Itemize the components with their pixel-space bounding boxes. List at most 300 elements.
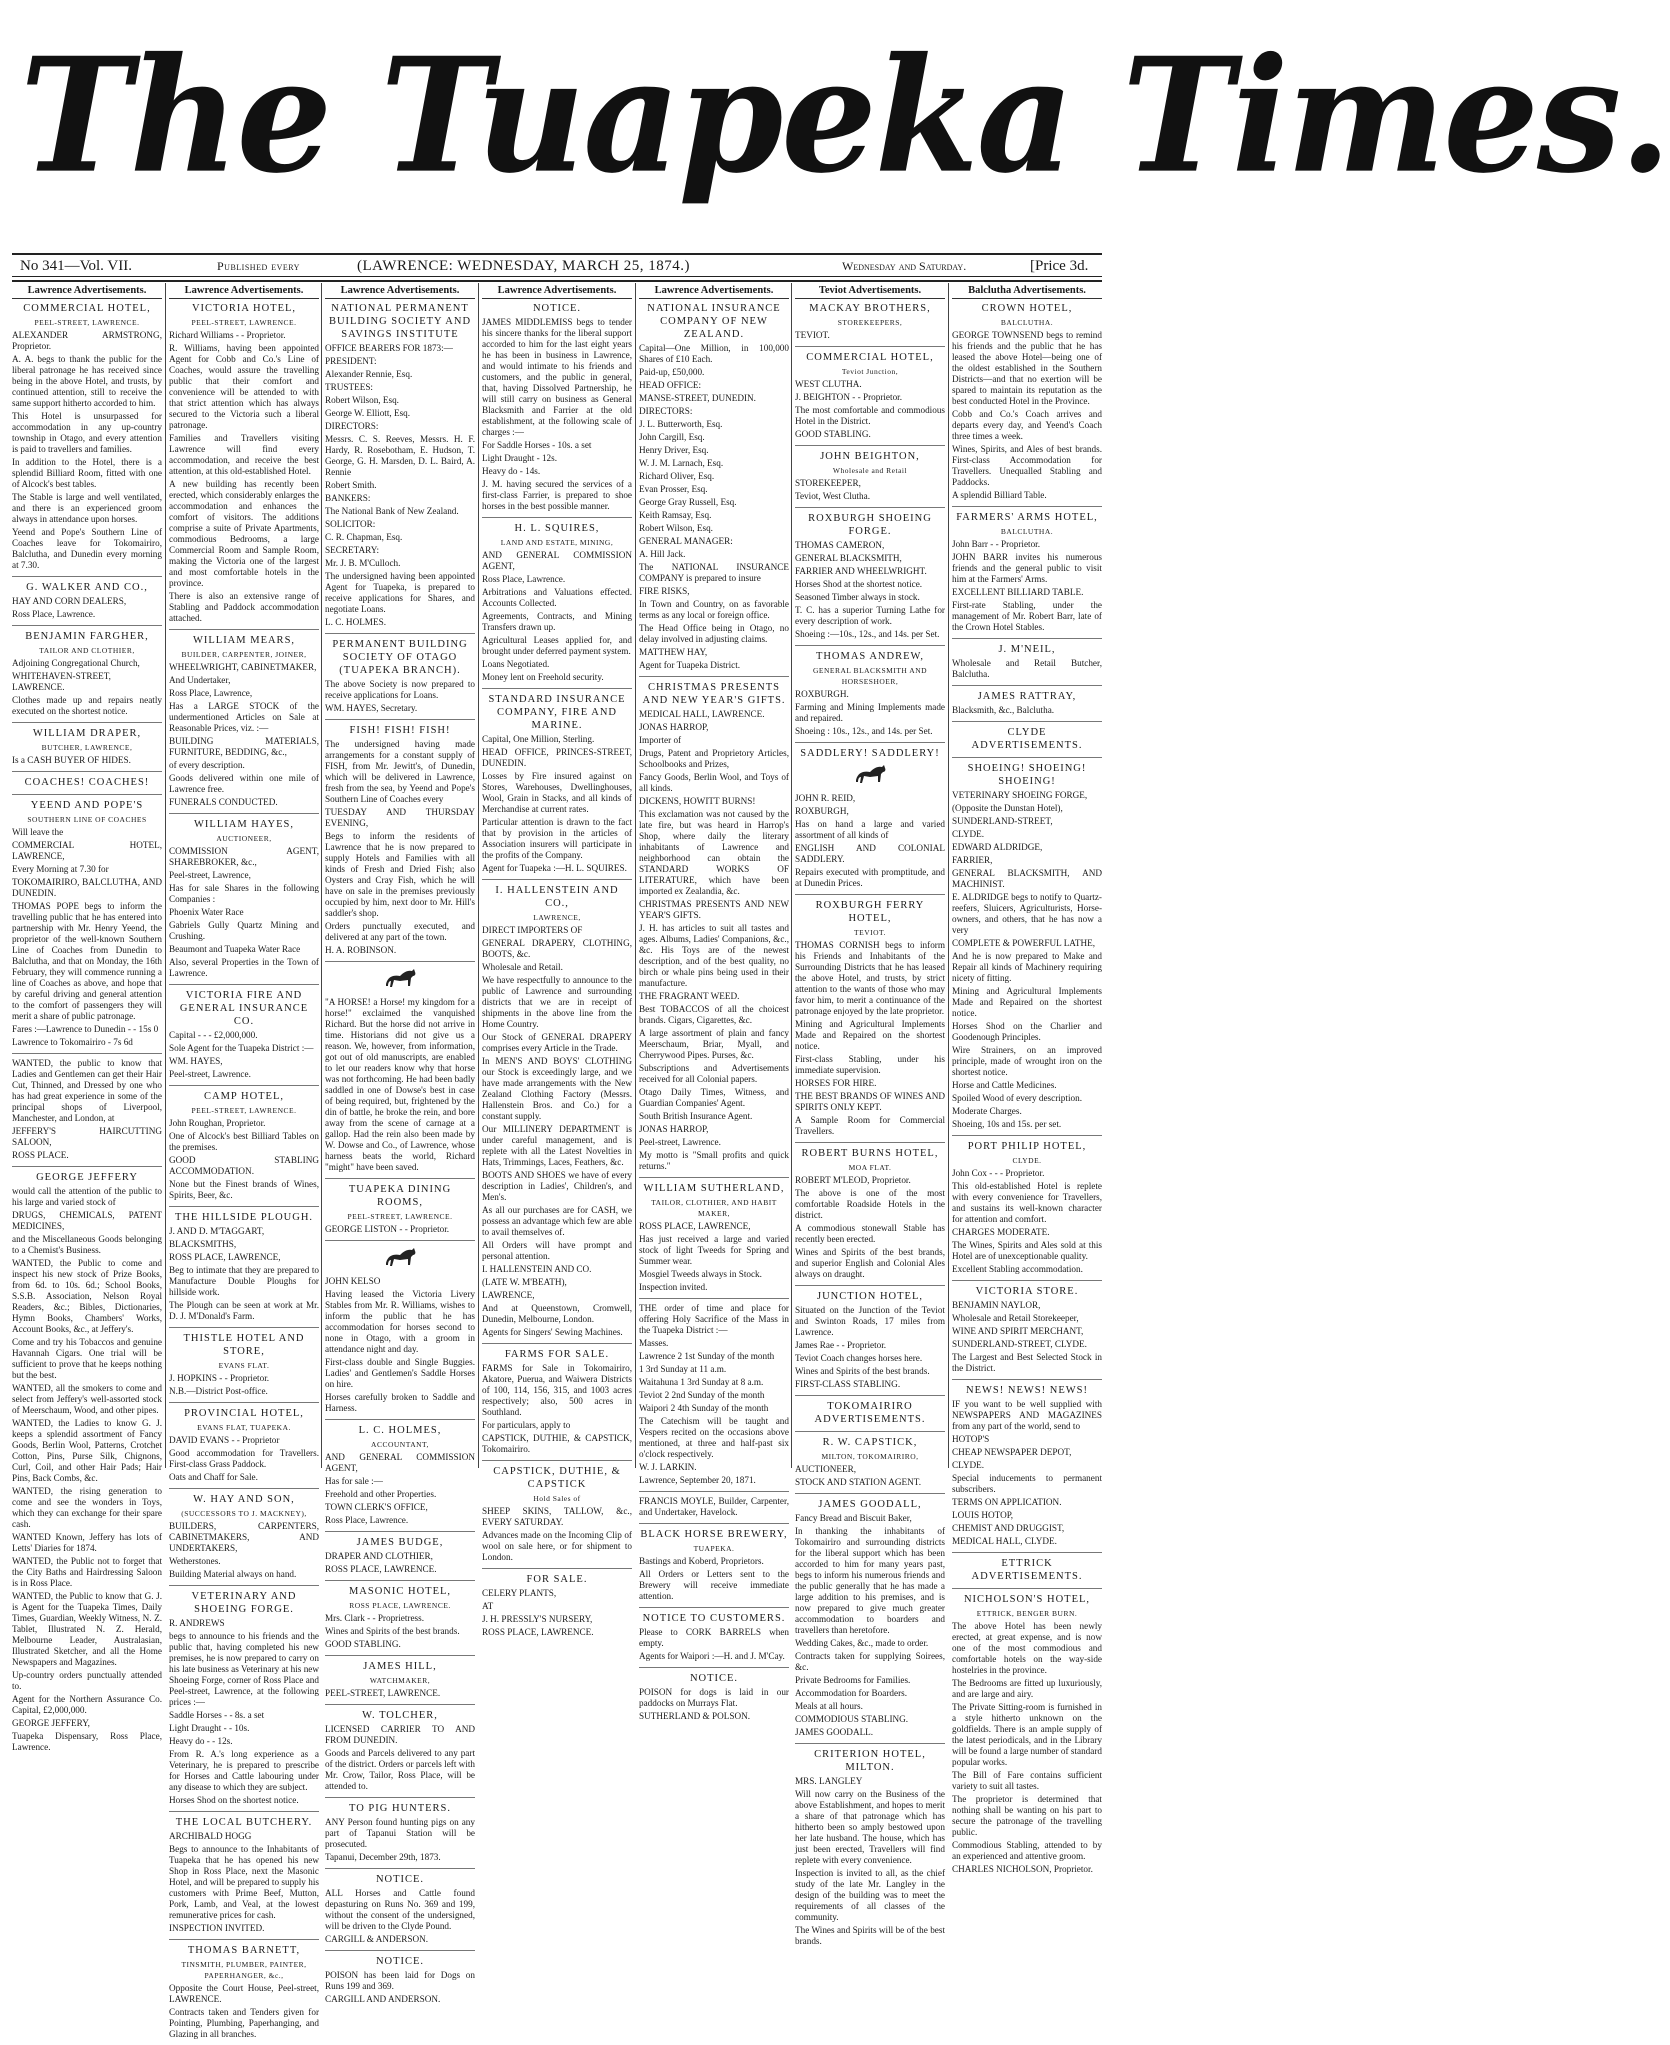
ad-text: COMMISSION AGENT, SHAREBROKER, &c., [169,846,319,867]
advertisement [325,1585,475,1656]
ad-text: MRS. LANGLEY [795,1776,863,1786]
ad-text: FIRE RISKS, [639,586,690,596]
ad-text: COMMODIOUS STABLING. [795,1714,909,1724]
ad-heading: FARMS FOR SALE. [504,1349,610,1360]
ad-text: GOOD STABLING ACCOMMODATION. [169,1155,319,1176]
ad-text: Best TOBACCOS of all the choicest brands. Cigars, Cigarettes, &c. [639,1004,789,1025]
ad-text: Has a LARGE STOCK of the undermentioned Articles on Sale at Reasonable Prices, viz. :— [169,701,319,733]
ad-text: As all our purchases are for CASH, we possess an advantage which few are able to avail themselves of. [482,1205,633,1237]
ad-heading: CROWN HOTEL, [981,303,1073,314]
ad-heading: WILLIAM MEARS, [192,635,296,646]
ad-subheading: ETTRICK, BENGER BURN. [976,1609,1078,1618]
ad-text: Opposite the Court House, Peel-street, LAWRENCE. [169,1983,319,2004]
ad-text: SUNDERLAND-STREET, [952,816,1053,826]
ad-heading: L. C. HOLMES, [358,1425,442,1436]
column-heading: Lawrence Advertisements. [169,283,319,299]
ad-text: HEAD OFFICE, PRINCES-STREET, DUNEDIN. [482,747,632,768]
ad-heading: BENJAMIN FARGHER, [25,631,149,642]
ad-text: In thanking the inhabitants of Tokomairiro and surrounding districts for the liberal support which has been accorded to him for many years past, begs to inform his numerous friends and the public generally that he has made a large addition to his premises, and is now prepared to give much greater accommodation to boarders and travellers than heretofore. [795,1526,945,1635]
ad-text: CELERY PLANTS, [482,1588,557,1598]
ad-subheading: MOA FLAT. [848,1163,892,1172]
ad-text: DIRECTORS: [325,421,379,431]
publication-days: Wednesday and Saturday. [842,259,967,273]
ad-text: WHITEHAVEN-STREET, LAWRENCE. [12,671,111,692]
ad-text: CLYDE. [952,1460,984,1470]
ad-text: ALL Horses and Cattle found depasturing on Runs No. 369 and 199, without the consent of the undersigned, will be driven to the Clyde Pound. [325,1888,475,1931]
ad-heading: CRITERION HOTEL, MILTON. [814,1749,926,1773]
ad-text: Waipori 2 4th Sunday of the month [639,1403,769,1413]
ad-text: LOUIS HOTOP, [952,1510,1014,1520]
ad-text: And he is now prepared to Make and Repair all kinds of Machinery requiring nicety of fitting. [952,951,1102,983]
ad-text: The above Hotel has been newly erected, at great expense, and is now one of the most commodious and comfortable hotels on the way-side hostelries in the province. [952,1621,1102,1675]
ad-heading: PORT PHILIP HOTEL, [967,1141,1087,1152]
ad-text: The above is one of the most comfortable Roadside Hotels in the district. [795,1188,945,1220]
ad-text: Alexander Rennie, Esq. [325,369,413,379]
ad-text: FARMS for Sale in Tokomairiro, Akatore, Puerua, and Waiwera Districts of 100, 114, 156, 315, and 1003 acres respectively; also, 500 acres in Southland. [482,1363,632,1417]
ad-text: Also, several Properties in the Town of Lawrence. [169,957,319,978]
column-heading: Balclutha Advertisements. [952,283,1102,299]
ad-text: CHEMIST AND DRUGGIST, [952,1523,1065,1533]
ad-heading: JAMES GOODALL, [818,1499,922,1510]
ad-text: Seasoned Timber always in stock. [795,592,920,602]
ad-text: Mrs. Clark - - Proprietress. [325,1613,425,1623]
ad-text: Peel-street, Lawrence. [639,1137,721,1147]
ad-subheading: TUAPEKA. [693,1544,735,1553]
ad-subheading: STOREKEEPERS, [837,318,903,327]
advertisement [952,302,1102,507]
advertisement [795,1147,945,1286]
column-heading: Teviot Advertisements. [795,283,945,299]
ad-text: Wetherstones. [169,1556,221,1566]
ad-text: Advances made on the Incoming Clip of wool on sale here, or for shipment to London. [482,1530,632,1562]
advertisement [952,643,1102,686]
ad-text: JAMES MIDDLEMISS begs to tender his sincere thanks for the liberal support accorded to him for the last eight years he has been in business in Lawrence, and would intimate to his friends and customers, and the public in general, that, having Dissolved Partnership, he will still carry on business as General Blacksmith and Farrier at the old establishment, at the following scale of charges :— [482,317,632,437]
ad-text: R. Williams, having been appointed Agent for Cobb and Co.'s Line of Coaches, would assure the travelling public that their comfort and convenience will be attended to with that strict attention which has always secured to the Victoria such a liberal patronage. [169,343,319,430]
ad-text: Agricultural Leases applied for, and brought under deferred payment system. [482,635,632,656]
ad-text: IF you want to be well supplied with NEWSPAPERS AND MAGAZINES from any part of the world, send to [952,1399,1102,1431]
ad-text: GENERAL BLACKSMITH, [795,553,902,563]
advertisement [952,690,1102,722]
ad-text: THOMAS CORNISH begs to inform his Friends and Inhabitants of the Surrounding Districts that he has leased the above Hotel, and trusts, by strict attention to the wants of those who may favor him, to merit a continuance of the patronage enjoyed by the late proprietor. [795,940,945,1016]
ad-text: LICENSED CARRIER TO AND FROM DUNEDIN. [325,1724,475,1745]
advertisement [325,1660,475,1705]
ad-text: THE FRAGRANT WEED. [639,991,740,1001]
ad-text: Come and try his Tobaccos and genuine Havannah Cigars. One trial will be sufficient to prove that he keeps nothing but the best. [12,1337,162,1380]
ad-heading: MACKAY BROTHERS, [809,303,931,314]
advertisement [169,634,319,814]
ad-text: CAPSTICK, DUTHIE, & CAPSTICK, Tokomairiro. [482,1433,632,1454]
ad-heading: CAMP HOTEL, [203,1091,285,1102]
price: [Price 3d. [1030,258,1089,274]
ad-text: C. R. Chapman, Esq. [325,532,403,542]
ad-text: WANTED, the Public to know that G. J. is Agent for the Tuapeka Times, Daily Times, Guardian, Weekly Witness, N. Z. Tablet, Illustrated N. Z. Herald, Melbourne Leader, Australasian, Illustrated Sketcher, and all the Home Newspapers and Magazines. [12,1591,162,1667]
ad-heading: ETTRICK ADVERTISEMENTS. [971,1558,1083,1582]
ad-text: Shoeing, 10s and 15s. per set. [952,1119,1062,1129]
ad-text: Special inducements to permanent subscribers. [952,1473,1102,1494]
ad-text: ROSS PLACE, LAWRENCE. [325,1564,437,1574]
ad-text: ROXBURGH. [795,689,849,699]
ad-text: Lawrence to Tokomairiro - 7s 6d [12,1037,133,1047]
ad-text: W. J. LARKIN. [639,1462,697,1472]
advertisement [482,1573,632,1643]
ad-text: TRUSTEES: [325,382,373,392]
ad-text: My motto is "Small profits and quick returns." [639,1150,789,1171]
place-date: (LAWRENCE: WEDNESDAY, MARCH 25, 1874.) [357,258,690,274]
advertisement [12,776,162,795]
ad-text: WM. HAYES, [169,1056,223,1066]
advertisement [795,450,945,508]
ad-text: This old-established Hotel is replete with every convenience for Travellers, and sustains its well-known character for attention and comfort. [952,1181,1102,1224]
ad-text: Horses Shod on the Charlier and Goodenough Principles. [952,1021,1102,1042]
ad-text: Goods and Parcels delivered to any part of the district. Orders or parcels left with Mr. Crow, Tailor, Ross Place, will be attended to. [325,1748,476,1791]
ad-subheading: GENERAL BLACKSMITH AND HORSESHOER, [812,666,928,686]
ad-text: GENERAL DRAPERY, CLOTHING, BOOTS, &c. [482,938,632,959]
ad-text: The Head Office being in Otago, no delay involved in adjusting claims. [639,623,789,644]
ad-text: WANTED, the Public to come and inspect his new stock of Prize Books, from 6d. to 10s. 6d.; School Books, S.S.B. Association, Nelson Royal Readers, &c.; Bibles, Dictionaries, Hymn Books, Chambers' Works, Account Books, &c., at Jeffery's. [12,1258,162,1334]
ad-heading: NOTICE. [689,1673,739,1684]
ad-text: Subscriptions and Advertisements received for all Colonial papers. [639,1063,789,1084]
ad-heading: CAPSTICK, DUTHIE, & CAPSTICK [493,1466,621,1490]
ad-text: DRUGS, CHEMICALS, PATENT MEDICINES, [12,1210,162,1231]
ad-text: A commodious stonewall Stable has recently been erected. [795,1223,945,1244]
advertisement [325,1873,475,1951]
ad-text: John Cargill, Esq. [639,432,705,442]
column-5 [639,283,789,1721]
advertisement [169,302,319,630]
ad-heading: JAMES BUDGE, [356,1537,444,1548]
ad-text: Orders punctually executed, and delivered at any part of the town. [325,921,475,942]
ad-text: J. BEIGHTON - - Proprietor. [795,392,903,402]
ad-subheading: Teviot Junction, [841,367,899,376]
ad-text: J. H. PRESSLY'S NURSERY, [482,1614,593,1624]
ad-text: DRAPER AND CLOTHIER, [325,1551,433,1561]
ad-subheading: TINSMITH, PLUMBER, PAINTER, PAPERHANGER, &c., [181,1960,307,1980]
column-rule [165,283,166,1468]
ad-text: The National Bank of New Zealand. [325,506,459,516]
advertisement [952,1140,1102,1281]
advertisement [325,302,475,634]
ad-heading: SADDLERY! SADDLERY! [800,748,940,759]
ad-text: Sole Agent for the Tuapeka District :— [169,1043,314,1053]
ad-text: 1 3rd Sunday at 11 a.m. [639,1364,727,1374]
ad-heading: NATIONAL INSURANCE COMPANY OF NEW ZEALAND. [647,303,781,340]
ad-text: Private Bedrooms for Families. [795,1675,911,1685]
ad-text: Messrs. C. S. Reeves, Messrs. H. F. Hardy, R. Rosebotham, E. Hudson, T. George, G. H. Marsden, D. L. Baird, A. Rennie [325,434,475,477]
advertisement [639,1303,789,1492]
ad-heading: THOMAS ANDREW, [815,651,925,662]
ad-text: MEDICAL HALL, CLYDE. [952,1536,1057,1546]
ad-text: Wines and Spirits of the best brands. [325,1626,460,1636]
ad-text: In Town and Country, on as favorable terms as any local or foreign office. [639,599,789,620]
ad-text: BOOTS AND SHOES we have of every description in Ladies', Children's, and Men's. [482,1170,632,1202]
ad-subheading: BALCLUTHA. [1000,527,1054,536]
advertisement [169,1590,319,1812]
ad-text: John Roughan, Proprietor. [169,1118,266,1128]
ad-text: The Bill of Fare contains sufficient variety to suit all tastes. [952,1770,1102,1791]
ad-text: ROXBURGH, [795,806,849,816]
ad-text: Please to CORK BARRELS when empty. [639,1627,789,1648]
ad-text: Masses. [639,1338,669,1348]
ad-text: THE order of time and place for offering Holy Sacrifice of the Mass in the Tuapeka District :— [639,1303,789,1335]
ad-heading: THISTLE HOTEL AND STORE, [183,1333,305,1357]
column-7 [952,283,1102,1874]
ad-text: Oats and Chaff for Sale. [169,1472,258,1482]
column-rule [635,283,636,1468]
ad-text: Fancy Goods, Berlin Wool, and Toys of all kinds. [639,772,789,793]
ad-text: CHRISTMAS PRESENTS AND NEW YEAR'S GIFTS. [639,899,789,920]
ad-heading: FISH! FISH! FISH! [349,725,451,736]
ad-text: Begs to announce to the Inhabitants of Tuapeka that he has opened his new Shop in Ross Place, next the Masonic Hotel, and will be prepared to supply his customers with Prime Beef, Mutton, Pork, Lamb, and Veal, at the lowest remunerative prices for cash. [169,1844,319,1920]
ad-text: Wines, Spirits, and Ales of best brands. First-class Accommodation for Travellers. Unequalled Stabling and Paddocks. [952,444,1102,487]
ad-text: ROSS PLACE. [12,1150,69,1160]
advertisement [952,726,1102,758]
ad-text: Tapanui, December 29th, 1873. [325,1852,441,1862]
ad-subheading: Hold Sales of [533,1494,581,1503]
ad-text: FARRIER AND WHEELWRIGHT. [795,566,927,576]
advertisement [12,630,162,723]
columns [12,283,1102,2039]
ad-text: Commodious Stabling, attended to by an experienced and attentive groom. [952,1840,1102,1861]
ad-text: First-class double and Single Buggies. Ladies' and Gentlemen's Saddle Horses on hire. [325,1357,475,1389]
advertisement [639,1528,789,1608]
ad-text: GENERAL MANAGER: [639,536,733,546]
ad-text: COMMERCIAL HOTEL, LAWRENCE, [12,840,162,861]
ad-heading: JAMES RATTRAY, [977,691,1077,702]
ad-text: WEST CLUTHA. [795,379,862,389]
ad-text: CHARGES MODERATE. [952,1227,1050,1237]
ad-text: Inspection invited. [639,1282,708,1292]
ad-subheading: PEEL-STREET, LAWRENCE. [191,1106,297,1115]
column-rule [948,283,949,1468]
advertisement [952,1384,1102,1553]
ad-text: Light Draught - - 10s. [169,1723,250,1733]
ad-subheading: ROSS PLACE, LAWRENCE. [349,1601,451,1610]
ad-text: Loans Negotiated. [482,659,550,669]
ad-heading: R. W. CAPSTICK, [822,1437,918,1448]
ad-text: Is a CASH BUYER OF HIDES. [12,755,131,765]
ad-text: Agent for the Northern Assurance Co. Capital, £2,000,000. [12,1694,162,1715]
ad-heading: WILLIAM HAYES, [194,819,294,830]
ad-heading: JAMES HILL, [363,1661,437,1672]
ad-text: GEORGE JEFFERY, [12,1718,90,1728]
advertisement [952,1557,1102,1589]
advertisement [325,1245,475,1420]
ad-text: SUNDERLAND-STREET, CLYDE. [952,1339,1087,1349]
advertisement [795,351,945,446]
ad-text: Every Morning at 7.30 for [12,864,109,874]
ad-text: The proprietor is determined that nothing shall be wanting on his part to secure the patronage of the travelling public. [952,1794,1102,1837]
ad-text: ARCHIBALD HOGG [169,1831,252,1841]
ad-text: MATTHEW HAY, [639,647,708,657]
ad-text: The NATIONAL INSURANCE COMPANY is prepared to insure [639,562,789,583]
advertisement [795,1436,945,1494]
ad-text: In MEN'S AND BOYS' CLOTHING our Stock is exceedingly large, and we have made arrangements with the New Zealand Clothing Factory (Messrs. Hallenstein Bros. and Co.) for a constant supply. [482,1056,632,1121]
ad-text: CHEAP NEWSPAPER DEPOT, [952,1447,1072,1457]
ad-subheading: WATCHMAKER, [369,1676,431,1685]
advertisement [169,989,319,1086]
ad-text: John Barr - - Proprietor. [952,539,1041,549]
ad-text: Tuapeka Dispensary, Ross Place, Lawrence. [12,1731,162,1752]
ad-text: In addition to the Hotel, there is a splendid Billiard Room, fitted with one of Alcock's best tables. [12,457,162,489]
ad-subheading: TAILOR AND CLOTHIER, [39,646,135,655]
ad-text: Heavy do - 14s. [482,466,541,476]
ad-text: A. Hill Jack. [639,549,686,559]
ad-text: JONAS HARROP, [639,1124,709,1134]
ad-text: Light Draught - 12s. [482,453,558,463]
ad-text: (Opposite the Dunstan Hotel), [952,803,1063,813]
ad-subheading: PEEL-STREET, LAWRENCE. [191,318,297,327]
ad-text: BENJAMIN NAYLOR, [952,1300,1041,1310]
ad-text: ROSS PLACE, LAWRENCE, [639,1221,751,1231]
ad-text: Wire Strainers, on an improved principle, made of wrought iron on the shortest notice. [952,1045,1102,1077]
ad-text: Has for sale :— [325,1476,383,1486]
advertisement [952,1593,1102,1880]
ad-text: Contracts taken and Tenders given for Pointing, Plumbing, Paperhanging, and Glazing in all branches. [169,2007,319,2039]
ad-text: GENERAL BLACKSMITH, AND MACHINIST. [952,868,1102,889]
ad-heading: NATIONAL PERMANENT BUILDING SOCIETY AND SAVINGS INSTITUTE [328,303,472,340]
advertisement [795,302,945,347]
ad-text: SOLICITOR: [325,519,376,529]
ad-heading: PERMANENT BUILDING SOCIETY OF OTAGO (TUAPEKA BRANCH). [332,639,468,676]
ad-text: POISON for dogs is laid in our paddocks on Murrays Flat. [639,1687,789,1708]
ad-text: Goods delivered within one mile of Lawrence free. [169,773,319,794]
ad-text: L. C. HOLMES. [325,617,386,627]
ad-text: Teviot 2 2nd Sunday of the month [639,1390,765,1400]
horse-illustration [325,1245,475,1274]
ad-text: FARRIER, [952,855,993,865]
advertisement [482,693,632,880]
ad-text: Horses Shod at the shortest notice. [795,579,923,589]
ad-text: Agent for Tuapeka District. [639,660,741,670]
ad-text: There is also an extensive range of Stabling and Paddock accommodation attached. [169,591,319,623]
ad-text: Keith Ramsay, Esq. [639,510,712,520]
advertisement [639,1672,789,1727]
ad-text: Agreements, Contracts, and Mining Transfers drawn up. [482,611,632,632]
ad-text: Mining and Agricultural Implements Made and Repaired on the shortest notice. [795,1019,945,1051]
column-heading: Lawrence Advertisements. [325,283,475,299]
advertisement [482,302,632,518]
ad-text: JOHN R. REID, [795,793,856,803]
ad-text: W. J. M. Larnach, Esq. [639,458,724,468]
ad-heading: TO PIG HUNTERS. [348,1803,452,1814]
column-rule [478,283,479,1468]
ad-text: Particular attention is drawn to the fact that by provision in the articles of Association insurers will participate in the profits of the Company. [482,817,632,860]
ad-text: The Wines and Spirits will be of the best brands. [795,1925,945,1946]
ad-text: Building Material always on hand. [169,1569,297,1579]
ad-text: MEDICAL HALL, LAWRENCE. [639,709,765,719]
ad-subheading: EVANS FLAT. [218,1361,270,1370]
ad-text: STOCK AND STATION AGENT. [795,1477,922,1487]
ad-text: J. HOPKINS - - Proprietor. [169,1373,270,1383]
ad-text: MANSE-STREET, DUNEDIN. [639,393,756,403]
ad-text: The undersigned having been appointed Agent for Tuapeka, is prepared to receive applications for Shares, and negotiate Loans. [325,571,475,614]
ad-subheading: PEEL-STREET, LAWRENCE. [34,318,140,327]
ad-text: A large assortment of plain and fancy Meerschaum, Briar, Myall, and Cherrywood Pipes. Purses, &c. [639,1028,789,1060]
ad-text: TOKOMAIRIRO, BALCLUTHA, AND DUNEDIN. [12,877,162,898]
ad-text: Wholesale and Retail Storekeeper, [952,1313,1079,1323]
ad-text: TUESDAY AND THURSDAY EVENING, [325,807,475,828]
ad-subheading: TEVIOT. [854,928,886,937]
advertisement [952,762,1102,1136]
ad-text: HORSES FOR HIRE. [795,1078,877,1088]
ad-text: Fares :—Lawrence to Dunedin - - 15s 0 [12,1024,159,1034]
ad-text: First-class Stabling, under his immediate supervision. [795,1054,945,1075]
ad-text: Horses carefully broken to Saddle and Harness. [325,1392,475,1413]
ad-text: DICKENS, HOWITT BURNS! [639,796,756,806]
ad-text: Wines and Spirits of the best brands, and superior English and Colonial Ales always on draught. [795,1247,945,1279]
horse-illustration [325,966,475,995]
ad-text: Mosgiel Tweeds always in Stock. [639,1269,762,1279]
ad-text: George W. Elliott, Esq. [325,408,411,418]
ad-text: GOOD STABLING. [325,1639,401,1649]
ad-text: JEFFERY'S HAIRCUTTING SALOON, [12,1126,162,1147]
column-3 [325,283,476,2004]
ad-text: J. H. has articles to suit all tastes and ages. Albums, Ladies' Companions, &c., &c. His Toys are of the newest description, and of the best quality, no birch or whale pins being used in their manufacture. [639,923,789,988]
ad-text: begs to announce to his friends and the public that, having completed his new premises, he is now prepared to carry on his late business as Veterinary at his new Shoeing Forge, corner of Ross Place and Peel-street, Lawrence, at the following prices :— [169,1631,319,1707]
ad-text: A Sample Room for Commercial Travellers. [795,1115,945,1136]
ad-heading: JUNCTION HOTEL, [817,1291,923,1302]
ad-subheading: BUILDER, CARPENTER, JOINER, [181,650,307,659]
ad-heading: COACHES! COACHES! [24,777,150,788]
ad-text: Bastings and Koberd, Proprietors. [639,1556,764,1566]
advertisement [639,1612,789,1668]
ad-text: Richard Williams - - Proprietor. [169,330,286,340]
ad-text: OFFICE BEARERS FOR 1873:— [325,343,453,353]
ad-text: Good accommodation for Travellers. First-class Grass Paddock. [169,1448,319,1469]
advertisement [639,681,789,1178]
ad-text: ROSS PLACE, LAWRENCE. [482,1627,594,1637]
advertisement [482,1348,632,1461]
ad-text: Clothes made up and repairs neatly executed on the shortest notice. [12,695,162,716]
ad-text: ANY Person found hunting pigs on any part of Tapanui Station will be prosecuted. [325,1817,475,1849]
ad-text: Evan Prosser, Esq. [639,484,708,494]
ad-text: WANTED, the rising generation to come and see the wonders in Toys, which they can exchange for their spare cash. [12,1486,162,1529]
ad-text: AT [482,1601,494,1611]
ad-text: Will leave the [12,827,64,837]
ad-text: Losses by Fire insured against on Stores, Warehouses, Dwellinghouses, Wool, Grain in Stacks, and all kinds of Merchandise at current rates. [482,771,632,814]
ad-text: (LATE W. M'BEATH), [482,1277,567,1287]
ad-text: BANKERS: [325,493,371,503]
ad-subheading: TAILOR, CLOTHIER, AND HABIT MAKER, [651,1198,777,1218]
ad-text: CLYDE. [952,829,984,839]
ad-text: Our Stock of GENERAL DRAPERY comprises every Article in the Trade. [482,1032,632,1053]
ad-text: The most comfortable and commodious Hotel in the District. [795,405,945,426]
issue-number: No 341—Vol. VII. [20,258,132,274]
ad-heading: MASONIC HOTEL, [348,1586,452,1597]
advertisement [325,1424,475,1532]
ad-heading: NICHOLSON'S HOTEL, [963,1594,1091,1605]
ad-text: BUILDERS, CARPENTERS, CABINETMAKERS, AND UNDERTAKERS, [169,1521,319,1553]
ad-text: of every description. [169,760,245,770]
advertisement [639,302,789,677]
column-4 [482,283,633,1637]
ad-heading: I. HALLENSTEIN AND CO., [495,885,619,909]
advertisement [639,1496,789,1524]
ad-text: Saddle Horses - - 8s. a set [169,1710,265,1720]
ad-text: "A HORSE! a Horse! my kingdom for a horse!" exclaimed the vanquished Richard. But the horse did not arrive in time. Historians did not give us a reason. We, however, from information, got out of old manuscripts, are enabled to let our readers know why that horse was not forthcoming. He had been badly saddled in one of Dowse's best in case of being required, but, frightened by the din of battle, he broke the rein, and bore away from the scene of carnage at a gallop. Had the rein also been made by W. Dowse and Co., of Lawrence, whose harness beats the world, Richard "might" have been saved. [325,997,475,1172]
column-heading: Lawrence Advertisements. [639,283,789,299]
advertisement [325,1709,475,1798]
ad-text: Capital - - - £2,000,000. [169,1030,258,1040]
ad-heading: COMMERCIAL HOTEL, [23,303,151,314]
advertisement [795,512,945,646]
ad-heading: NOTICE. [375,1956,425,1967]
ad-text: Wholesale and Retail. [482,962,563,972]
column-1 [12,283,162,1752]
ad-text: POISON has been laid for Dogs on Runs 199 and 369. [325,1970,475,1991]
ad-text: Lawrence 2 1st Sunday of the month [639,1351,775,1361]
ad-heading: WILLIAM SUTHERLAND, [643,1183,785,1194]
